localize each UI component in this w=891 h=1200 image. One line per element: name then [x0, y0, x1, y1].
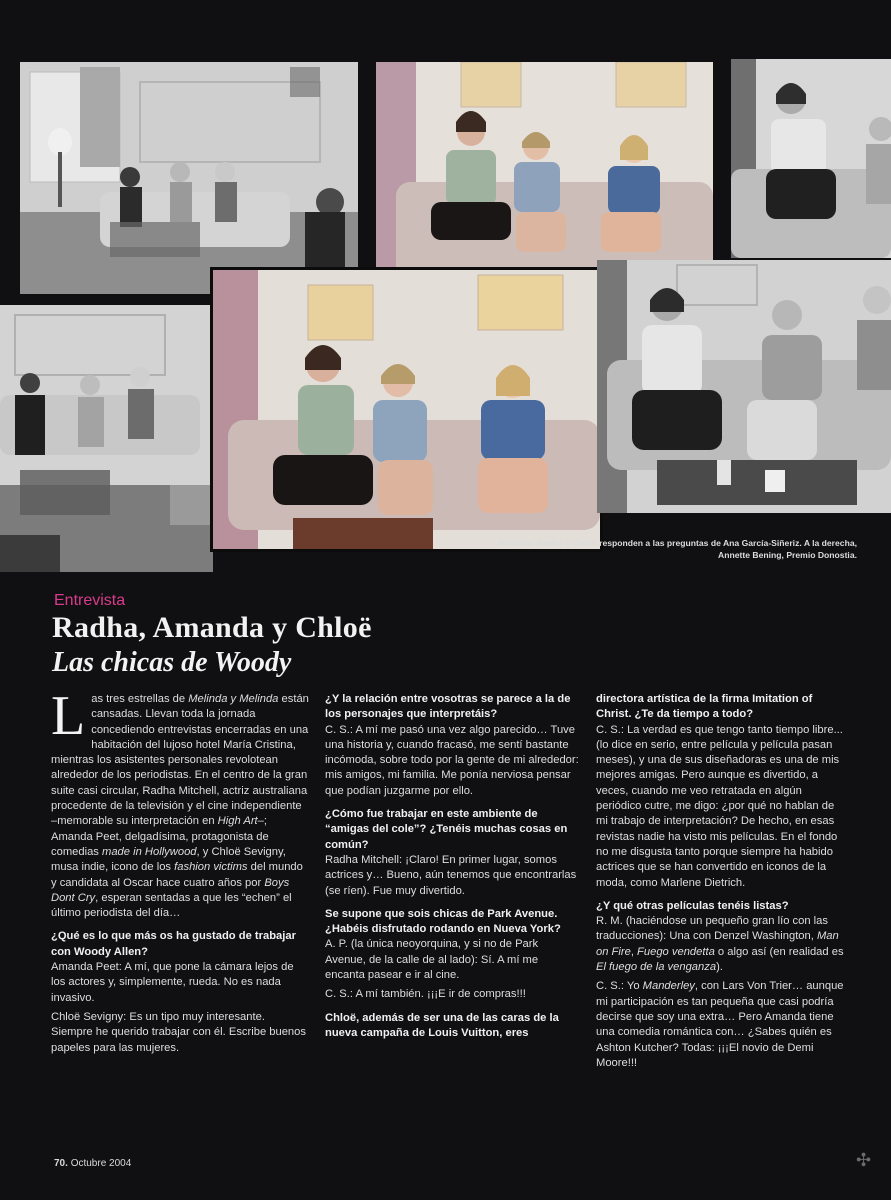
answer-text: C. S.: A mí también. ¡¡¡E ir de compras!!! [325, 988, 526, 1001]
intro-paragraph: Las tres estrellas de Melinda y Melinda están cansadas. Llevan toda la jornada concediendo entrevistas encerradas en una habitación del lujoso hotel María Cristina, mientras los asistentes personales revolotean alrededor de los periodistas. En el centro de la gran suite casi circular, Radha Mitchell, actriz australiana procedente de la televisión y el cine independiente –memorable su interpretación en High Art–; Amanda Peet, delgadísima, protagonista de comedias made in Hollywood, y Chloë Sevigny, musa indie, icono de los fashion victims del mundo y candidata al Oscar hace cuatro años por Boys Dont Cry, esperan sentadas a que les “echen” el último periodista del día… [51, 685, 309, 920]
photo-three-actresses-main [213, 270, 600, 549]
question-text: ¿Cómo fue trabajar en este ambiente de “amigas del cole”? ¿Tenéis muchas cosas en común? [325, 808, 568, 851]
answer-text: R. M. (haciéndose un pequeño gran lío con las traducciones): Una con Denzel Washington, Man on Fire, Fuego vendetta o algo así (en realidad es El fuego de la venganza). [596, 915, 844, 974]
answer-text: Chloë Sevigny: Es un tipo muy interesante. Siempre he querido trabajar con él. Escribe buenos papeles para las mujeres. [51, 1010, 306, 1054]
article-column-1 [51, 685, 309, 1060]
article-column-2 [325, 692, 579, 1041]
page-footer [54, 1158, 131, 1169]
article-title: Radha, Amanda y Chloë [52, 611, 372, 644]
photo-three-actresses-color [376, 62, 713, 280]
question-text: ¿Qué es lo que más os ha gustado de trabajar con Woody Allen? [51, 930, 296, 958]
issue-date: Octubre 2004 [70, 1158, 132, 1169]
end-mark-icon: ✣ [856, 1150, 872, 1170]
section-tag: Entrevista [54, 592, 126, 609]
page-number: 70. [54, 1158, 68, 1169]
photo-interview-bw-left [0, 305, 213, 572]
photo-caption: Amanda, Radha y Chloë responden a las preguntas de Ana García-Siñeriz. A la derecha, Annette Bening, Premio Donostia. [498, 538, 857, 560]
article-subtitle: Las chicas de Woody [52, 647, 292, 678]
question-text: Se supone que sois chicas de Park Avenue. ¿Habéis disfrutado rodando en Nueva York? [325, 907, 561, 936]
answer-text: Amanda Peet: A mí, que pone la cámara lejos de los actores y, simplemente, rueda. No es nada invasivo. [51, 961, 294, 1004]
question-text: directora artística de la firma Imitation of Christ. ¿Te da tiempo a todo? [596, 693, 813, 721]
question-text: ¿Y qué otras películas tenéis listas? [596, 899, 789, 912]
answer-text: A. P. (la única neoyorquina, y si no de Park Avenue, de la calle de al lado): Sí. A mí me encanta pasear e ir al cine. [325, 938, 539, 982]
question-text: ¿Y la relación entre vosotras se parece a la de los personajes que interpretáis? [325, 693, 571, 721]
answer-text: C. S.: A mí me pasó una vez algo parecido… Tuve una historia y, cuando fracasó, me sentí bastante incómoda, sobre todo por la gente de mi alrededor: mis amigos, mi familia. Me ponía nerviosa pensar que podían juzgarme por ello. [325, 723, 579, 797]
photo-actresses-bw-right [597, 260, 891, 513]
drop-cap: L [51, 685, 86, 747]
photo-actress-bw-right [731, 59, 891, 258]
question-text: Chloë, además de ser una de las caras de la nueva campaña de Louis Vuitton, eres [325, 1011, 559, 1039]
answer-text: C. S.: La verdad es que tengo tanto tiempo libre... (lo dice en serio, entre película y película pasan meses), y una de sus diseñadoras es una de mis mejores amigas. Pero aunque es divertido, a veces, cuando me veo retratada en algún periódico cutre, me digo: ¿por qué no hablan de mi trabajo de interpretación? De hecho, en esas revistas nadie ha visto mis películas. En el fondo no me disgusta tanto porque siempre ha habido actrices que se han convertido en iconos de la moda, como Marlene Dietrich. [596, 723, 843, 889]
photo-suite-interview [20, 62, 358, 294]
answer-text: C. S.: Yo Manderley, con Lars Von Trier… aunque mi participación es tan pequeña que casi podría decirse que soy una extra… Pero Amanda tiene una comedia romántica con… ¿Sabes quién es Ashton Kutcher? Todas: ¡¡¡El novio de Demi Moore!!! [596, 980, 844, 1069]
answer-text: Radha Mitchell: ¡Claro! En primer lugar, somos actrices y… Bueno, aún tenemos que encontrarlas (se ríen). Fue muy divertido. [325, 853, 577, 897]
article-column-3 [596, 692, 848, 1075]
